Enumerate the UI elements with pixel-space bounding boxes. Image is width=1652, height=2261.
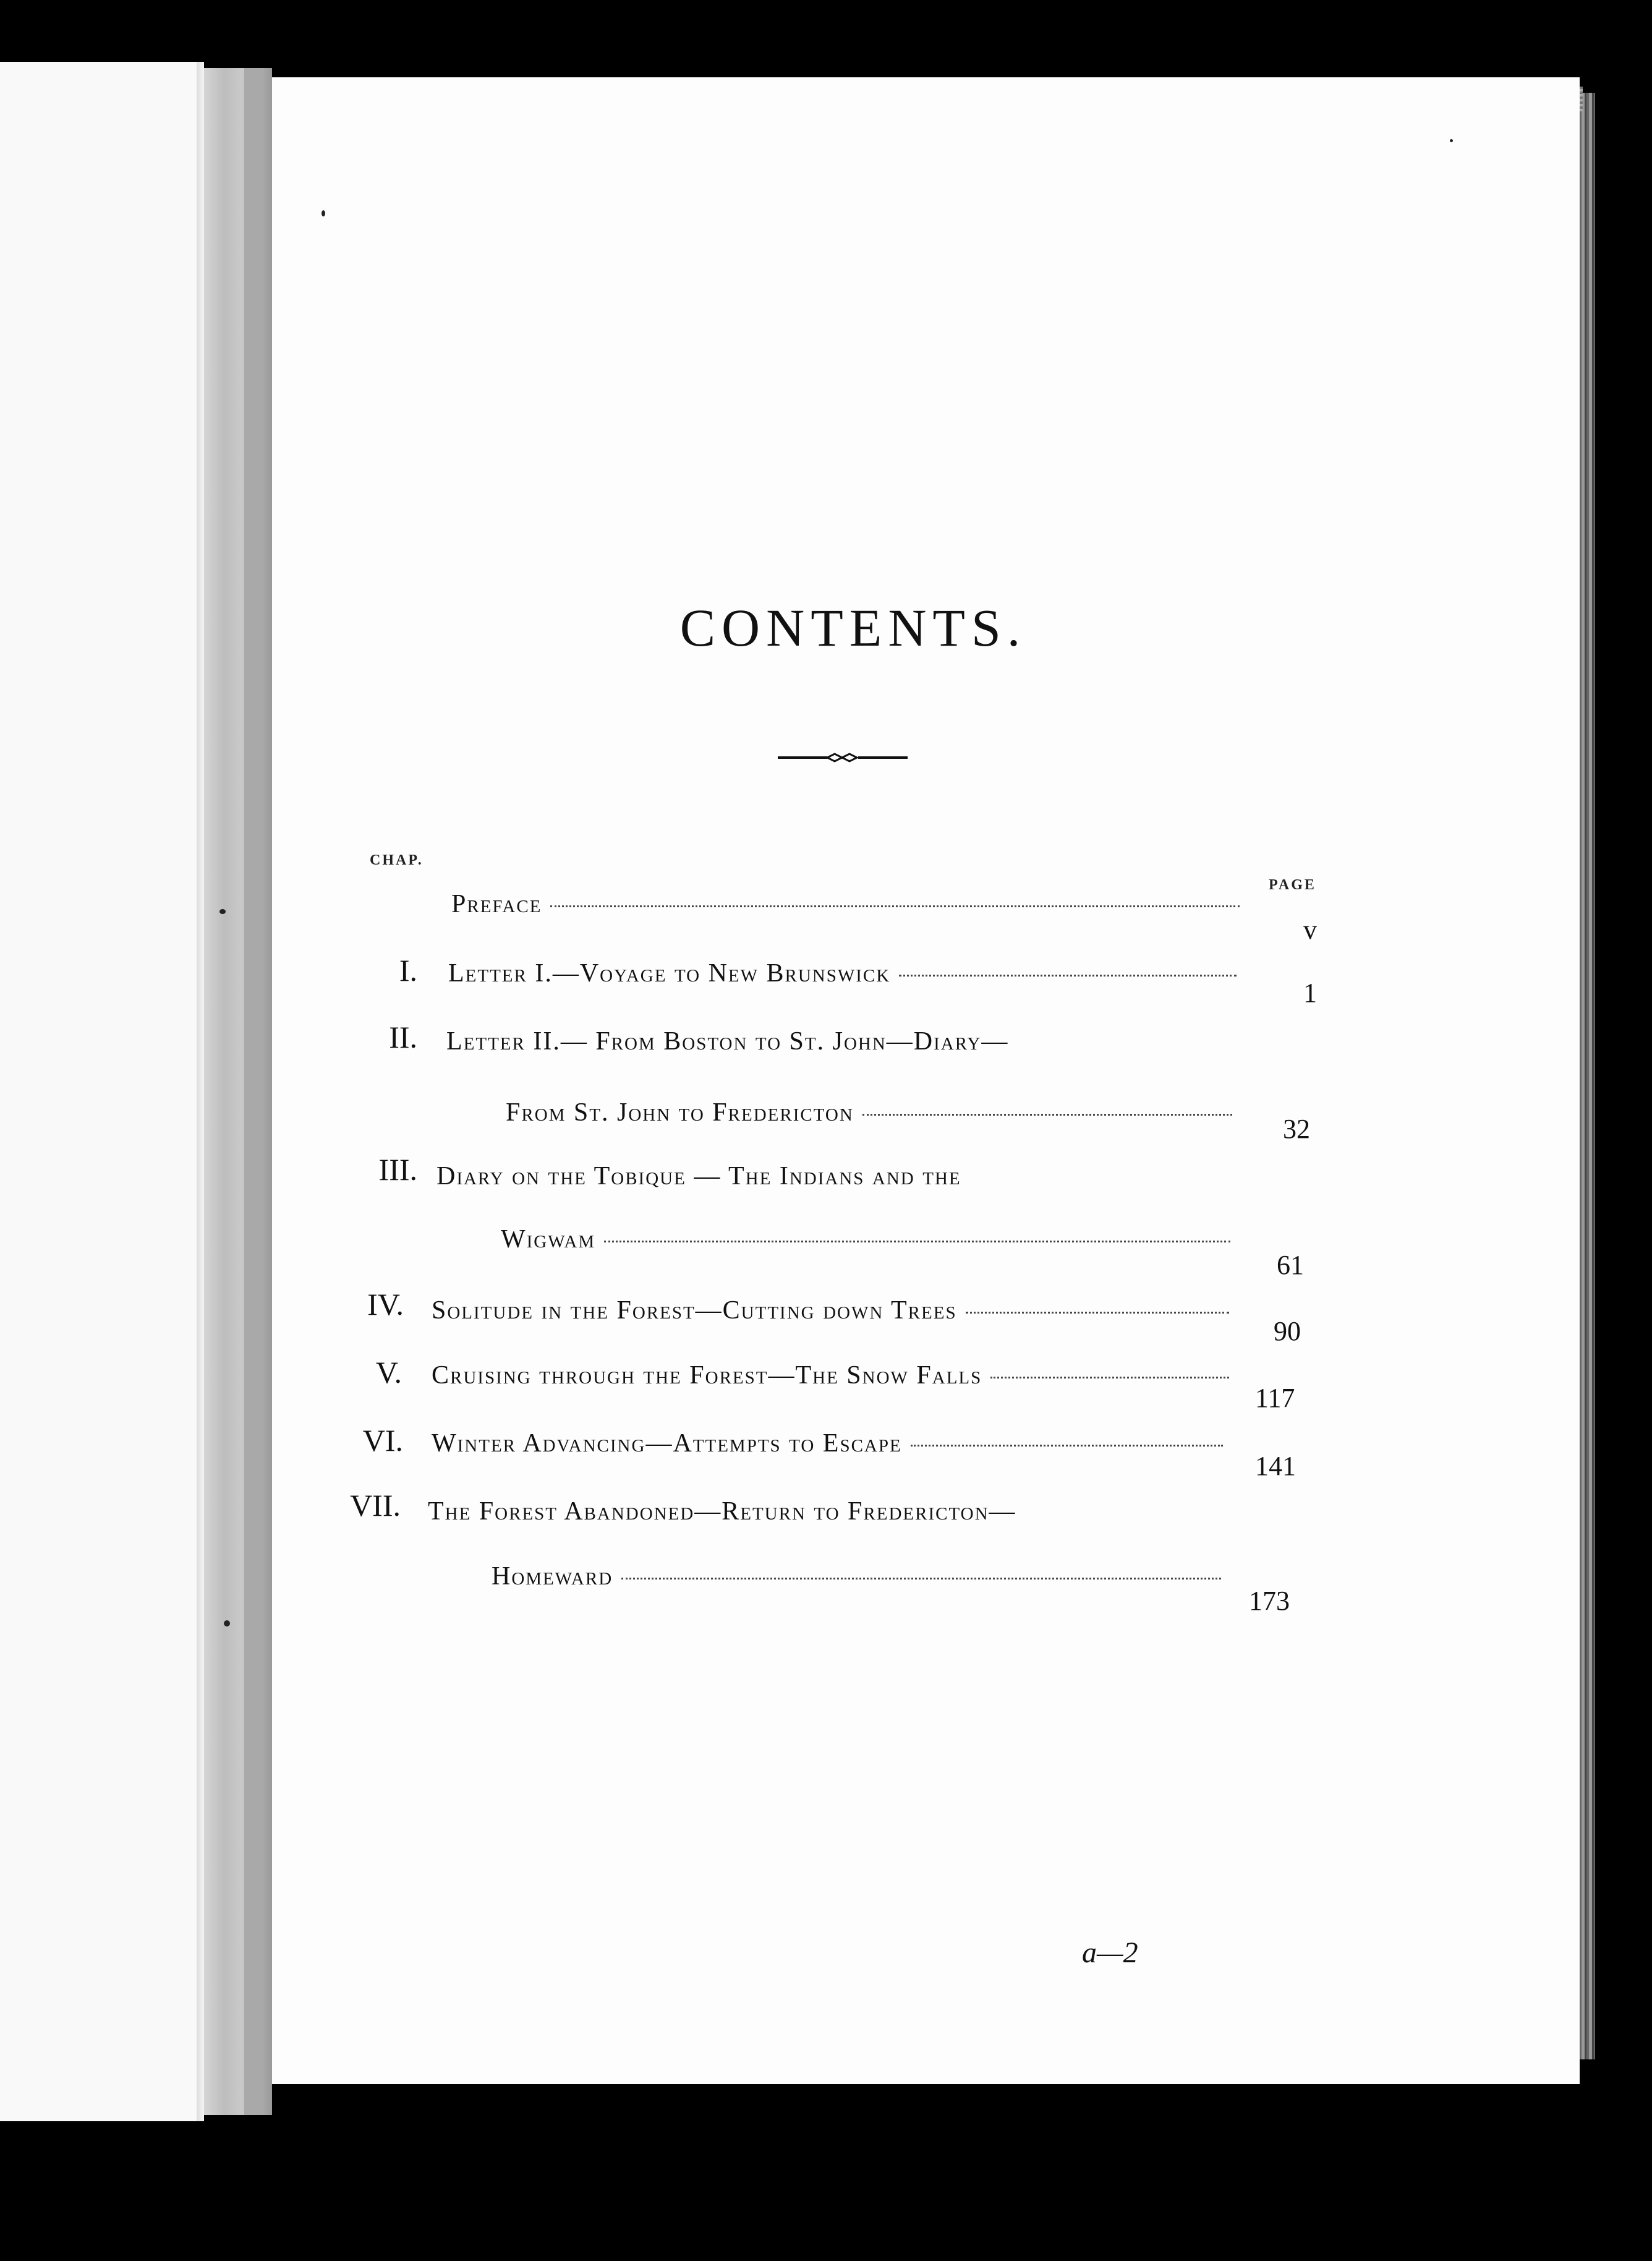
entry-4-number: IV. — [367, 1287, 404, 1322]
entry-5-page: 117 — [1255, 1383, 1295, 1413]
entry-3-title-line1: Diary on the Tobique — The Indians and the — [436, 1162, 961, 1190]
ornament-divider — [778, 751, 908, 764]
entry-preface-page: v — [1303, 915, 1317, 945]
entry-2-title-line1: Letter II.— From Boston to St. John—Diary— — [446, 1027, 1009, 1056]
entry-5-number: V. — [375, 1355, 402, 1390]
entry-3-number: III. — [378, 1152, 417, 1187]
page-title: CONTENTS. — [679, 598, 1027, 657]
entry-2-page: 32 — [1283, 1114, 1310, 1144]
entry-4-title: Solitude in the Forest—Cutting down Trees — [432, 1296, 1229, 1325]
entry-4-page: 90 — [1274, 1316, 1301, 1346]
entry-5-title: Cruising through the Forest—The Snow Falls — [432, 1361, 1229, 1390]
gutter-shadow — [244, 68, 263, 2115]
entry-preface-title: Preface — [451, 889, 1240, 919]
entry-2-title-line2: From St. John to Fredericton — [506, 1098, 1232, 1127]
entry-7-title-line1: The Forest Abandoned—Return to Fredericton— — [428, 1497, 1016, 1526]
entry-6-number: VI. — [362, 1423, 403, 1458]
entry-7-page: 173 — [1249, 1586, 1290, 1616]
entry-7-number: VII. — [350, 1488, 401, 1523]
entry-6-title: Winter Advancing—Attempts to Escape — [432, 1429, 1223, 1458]
entry-6-page: 141 — [1255, 1451, 1296, 1481]
entry-1-page: 1 — [1303, 978, 1317, 1008]
page-column-label: PAGE — [1269, 877, 1316, 893]
chap-column-label: CHAP. — [370, 852, 424, 868]
entry-3-page: 61 — [1277, 1250, 1304, 1280]
left-page-leaf — [0, 62, 204, 2121]
entry-1-title: Letter I.—Voyage to New Brunswick — [448, 959, 1237, 988]
contents-page — [272, 77, 1580, 2084]
page-folio: a—2 — [1082, 1936, 1138, 1969]
entry-7-title-line2: Homeward — [492, 1562, 1221, 1591]
entry-1-number: I. — [399, 953, 417, 988]
entry-3-title-line2: Wigwam — [501, 1225, 1230, 1254]
entry-2-number: II. — [389, 1020, 417, 1054]
